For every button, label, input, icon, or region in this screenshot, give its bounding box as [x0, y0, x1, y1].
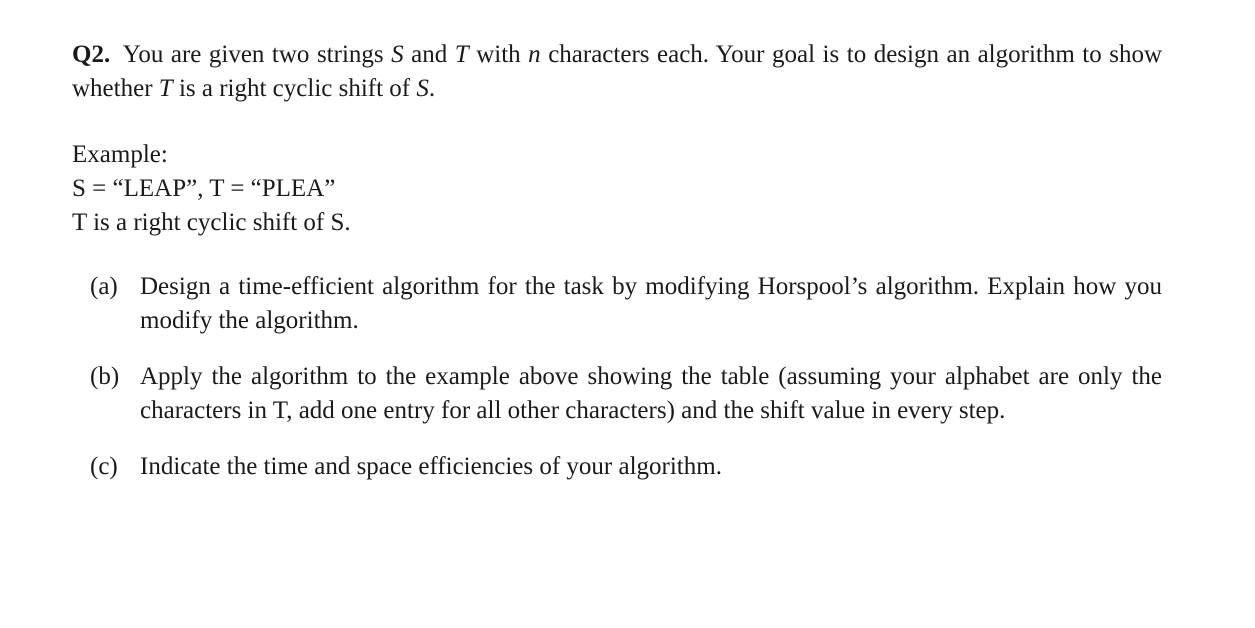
- subquestion-label: (a): [90, 273, 118, 300]
- question-number: Q2.: [72, 41, 111, 68]
- question-text-and: and: [411, 41, 448, 68]
- math-var-s: S: [391, 41, 404, 68]
- question-text-goal: characters each. Your goal is to design an algorithm to show whether: [72, 41, 1163, 102]
- math-var-n: n: [528, 41, 541, 68]
- example-conclusion: T is a right cyclic shift of S.: [72, 209, 351, 236]
- subquestion-label: (c): [90, 453, 118, 480]
- example-heading: Example:: [72, 141, 168, 168]
- subquestion-label: (b): [90, 363, 120, 390]
- problem-sheet: [72, 38, 1162, 506]
- question-statement: [72, 38, 1162, 106]
- example-block: [72, 138, 1162, 240]
- subquestion-list: [72, 270, 1162, 484]
- question-text-with: with: [476, 41, 521, 68]
- subquestion-text: Design a time-efficient algorithm for the task by modifying Horspool’s algorithm. Explain how you modify the algorithm.: [140, 273, 1162, 334]
- question-text-shift: is a right cyclic shift of: [178, 75, 411, 102]
- example-strings: S = “LEAP”, T = “PLEA”: [72, 175, 336, 202]
- question-period: .: [428, 75, 436, 102]
- math-var-s-second: S: [416, 75, 429, 102]
- math-var-t: T: [454, 41, 469, 68]
- subquestion-text: Apply the algorithm to the example above showing the table (assuming your alphabet are only the characters in T, add one entry for all other characters) and the shift value in every step.: [140, 363, 1162, 424]
- subquestion-c: [72, 450, 1162, 484]
- subquestion-b: [72, 360, 1162, 428]
- subquestion-text: Indicate the time and space efficiencies of your algorithm.: [140, 453, 722, 480]
- subquestion-a: [72, 270, 1162, 338]
- math-var-t-second: T: [158, 75, 173, 102]
- question-text-intro: You are given two strings: [122, 41, 384, 68]
